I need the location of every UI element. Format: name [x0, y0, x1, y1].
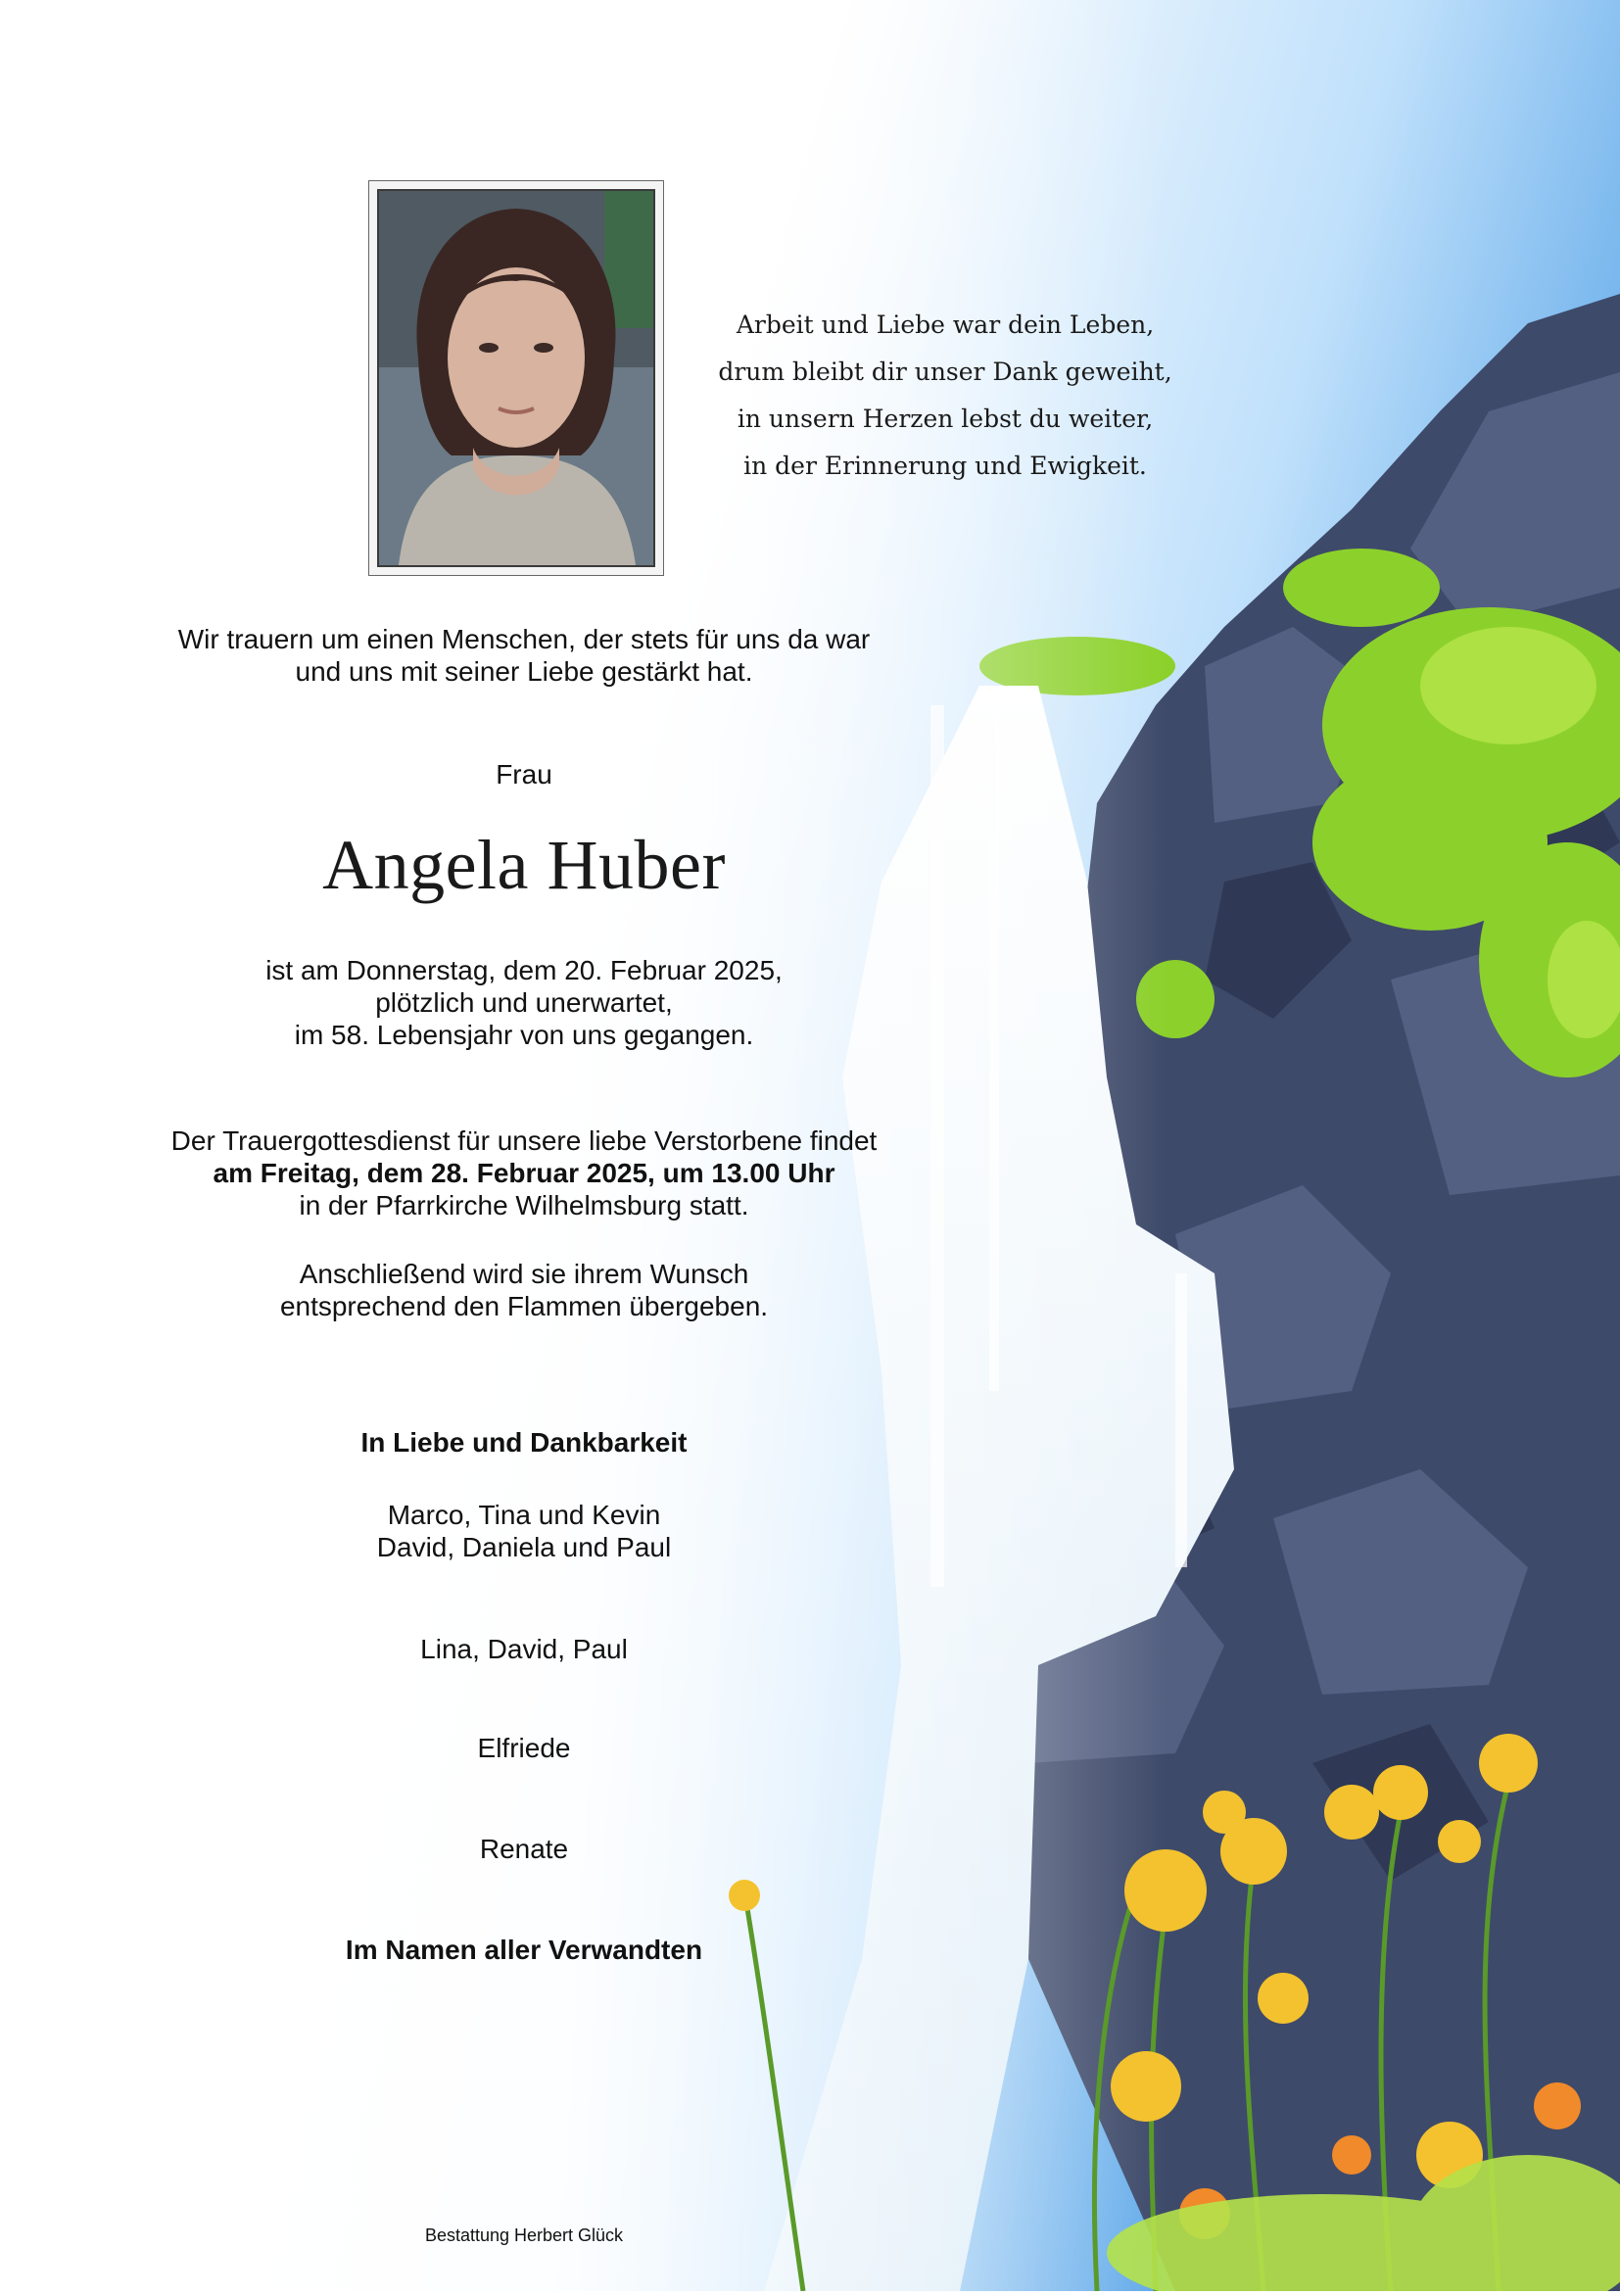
- mourner-line: David, Daniela und Paul: [376, 1532, 672, 1562]
- mourners-group-4: Renate: [479, 1834, 569, 1864]
- mourners-group-1: [59, 1499, 989, 1563]
- service-location: in der Pfarrkirche Wilhelmsburg statt.: [299, 1190, 749, 1220]
- poem-line: Arbeit und Liebe war dein Leben,: [736, 311, 1155, 339]
- deceased-name: Angela Huber: [322, 826, 726, 904]
- mourners-group-2: Lina, David, Paul: [420, 1634, 628, 1664]
- intro-line: Wir trauern um einen Menschen, der stets für uns da war: [177, 624, 871, 654]
- intro-text: [59, 623, 989, 688]
- notice-line: plötzlich und unerwartet,: [375, 987, 673, 1018]
- closing-footer: Im Namen aller Verwandten: [345, 1935, 703, 1965]
- notice-line: im 58. Lebensjahr von uns gegangen.: [294, 1020, 754, 1050]
- closing-heading: In Liebe und Dankbarkeit: [360, 1427, 688, 1458]
- cremation-info: [59, 1258, 989, 1322]
- memorial-poem: [686, 302, 1205, 490]
- salutation: Frau: [496, 759, 552, 789]
- portrait-frame: [368, 180, 664, 576]
- cremation-line: entsprechend den Flammen übergeben.: [279, 1291, 769, 1321]
- mourner-line: Marco, Tina und Kevin: [387, 1500, 661, 1530]
- portrait-photo: [377, 189, 655, 567]
- funeral-home: Bestattung Herbert Glück: [424, 2225, 624, 2245]
- service-date-time: am Freitag, dem 28. Februar 2025, um 13.00 Uhr: [213, 1158, 835, 1188]
- poem-line: in der Erinnerung und Ewigkeit.: [743, 452, 1147, 480]
- service-line: Der Trauergottesdienst für unsere liebe Verstorbene findet: [170, 1125, 878, 1156]
- mourners-group-3: Elfriede: [477, 1733, 571, 1763]
- intro-line: und uns mit seiner Liebe gestärkt hat.: [295, 656, 753, 687]
- cremation-line: Anschließend wird sie ihrem Wunsch: [299, 1259, 749, 1289]
- death-notice: [59, 954, 989, 1051]
- poem-line: drum bleibt dir unser Dank geweiht,: [718, 358, 1172, 386]
- service-info: [59, 1124, 989, 1221]
- notice-line: ist am Donnerstag, dem 20. Februar 2025,: [265, 955, 783, 985]
- poem-line: in unsern Herzen lebst du weiter,: [737, 405, 1154, 433]
